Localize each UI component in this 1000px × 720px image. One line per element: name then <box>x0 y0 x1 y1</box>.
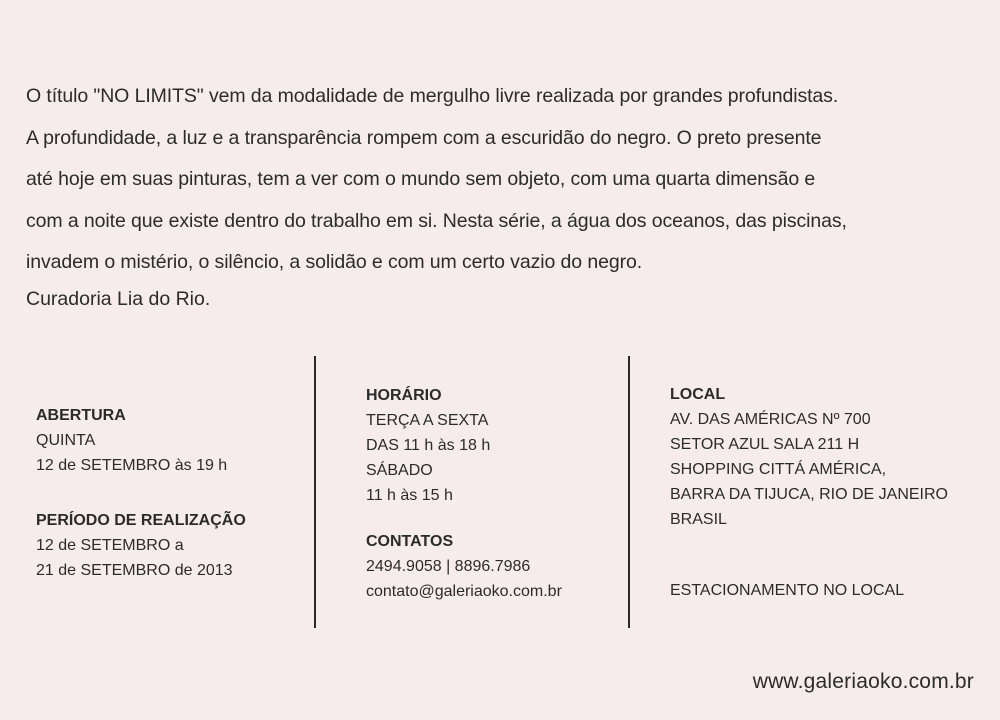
contatos-block <box>366 529 562 604</box>
parking-text: ESTACIONAMENTO NO LOCAL <box>670 582 905 599</box>
intro-line: O título "NO LIMITS" vem da modalidade de mergulho livre realizada por grandes profundistas. <box>26 85 839 107</box>
column-divider <box>628 356 630 628</box>
horario-weekdays: TERÇA A SEXTA <box>366 412 489 429</box>
intro-line: com a noite que existe dentro do trabalho em si. Nesta série, a água dos oceanos, das piscinas, <box>26 209 847 232</box>
abertura-heading: ABERTURA <box>36 407 126 424</box>
periodo-heading: PERÍODO DE REALIZAÇÃO <box>36 512 246 529</box>
local-address-line: BARRA DA TIJUCA, RIO DE JANEIRO <box>670 486 948 503</box>
local-address-line: AV. DAS AMÉRICAS Nº 700 <box>670 411 871 428</box>
periodo-start: 12 de SETEMBRO a <box>36 537 184 554</box>
contatos-phones: 2494.9058 | 8896.7986 <box>366 558 531 575</box>
contatos-heading: CONTATOS <box>366 533 454 550</box>
parking-note <box>670 578 904 603</box>
local-heading: LOCAL <box>670 386 726 403</box>
horario-block <box>366 383 490 508</box>
curator-credit: Curadoria Lia do Rio. <box>26 288 211 310</box>
horario-heading: HORÁRIO <box>366 387 442 404</box>
horario-weekdays-hours: DAS 11 h às 18 h <box>366 437 491 454</box>
local-address-line: BRASIL <box>670 511 727 528</box>
local-block <box>670 382 948 532</box>
abertura-date: 12 de SETEMBRO às 19 h <box>36 457 228 474</box>
horario-saturday: SÁBADO <box>366 462 433 479</box>
intro-line: até hoje em suas pinturas, tem a ver com o mundo sem objeto, com uma quarta dimensão e <box>26 168 816 190</box>
abertura-day: QUINTA <box>36 432 96 449</box>
periodo-block <box>36 508 246 583</box>
website-link[interactable]: www.galeriaoko.com.br <box>752 670 974 693</box>
local-address-line: SHOPPING CITTÁ AMÉRICA, <box>670 461 887 478</box>
intro-text <box>26 76 986 284</box>
local-address-line: SETOR AZUL SALA 211 H <box>670 436 860 453</box>
intro-line: invadem o mistério, o silêncio, a solidão e com um certo vazio do negro. <box>26 251 643 273</box>
periodo-end: 21 de SETEMBRO de 2013 <box>36 562 233 579</box>
contatos-email[interactable]: contato@galeriaoko.com.br <box>366 583 562 600</box>
horario-saturday-hours: 11 h às 15 h <box>366 487 453 504</box>
column-divider <box>314 356 316 628</box>
intro-line: A profundidade, a luz e a transparência rompem com a escuridão do negro. O preto presente <box>26 126 822 149</box>
abertura-block <box>36 403 227 478</box>
